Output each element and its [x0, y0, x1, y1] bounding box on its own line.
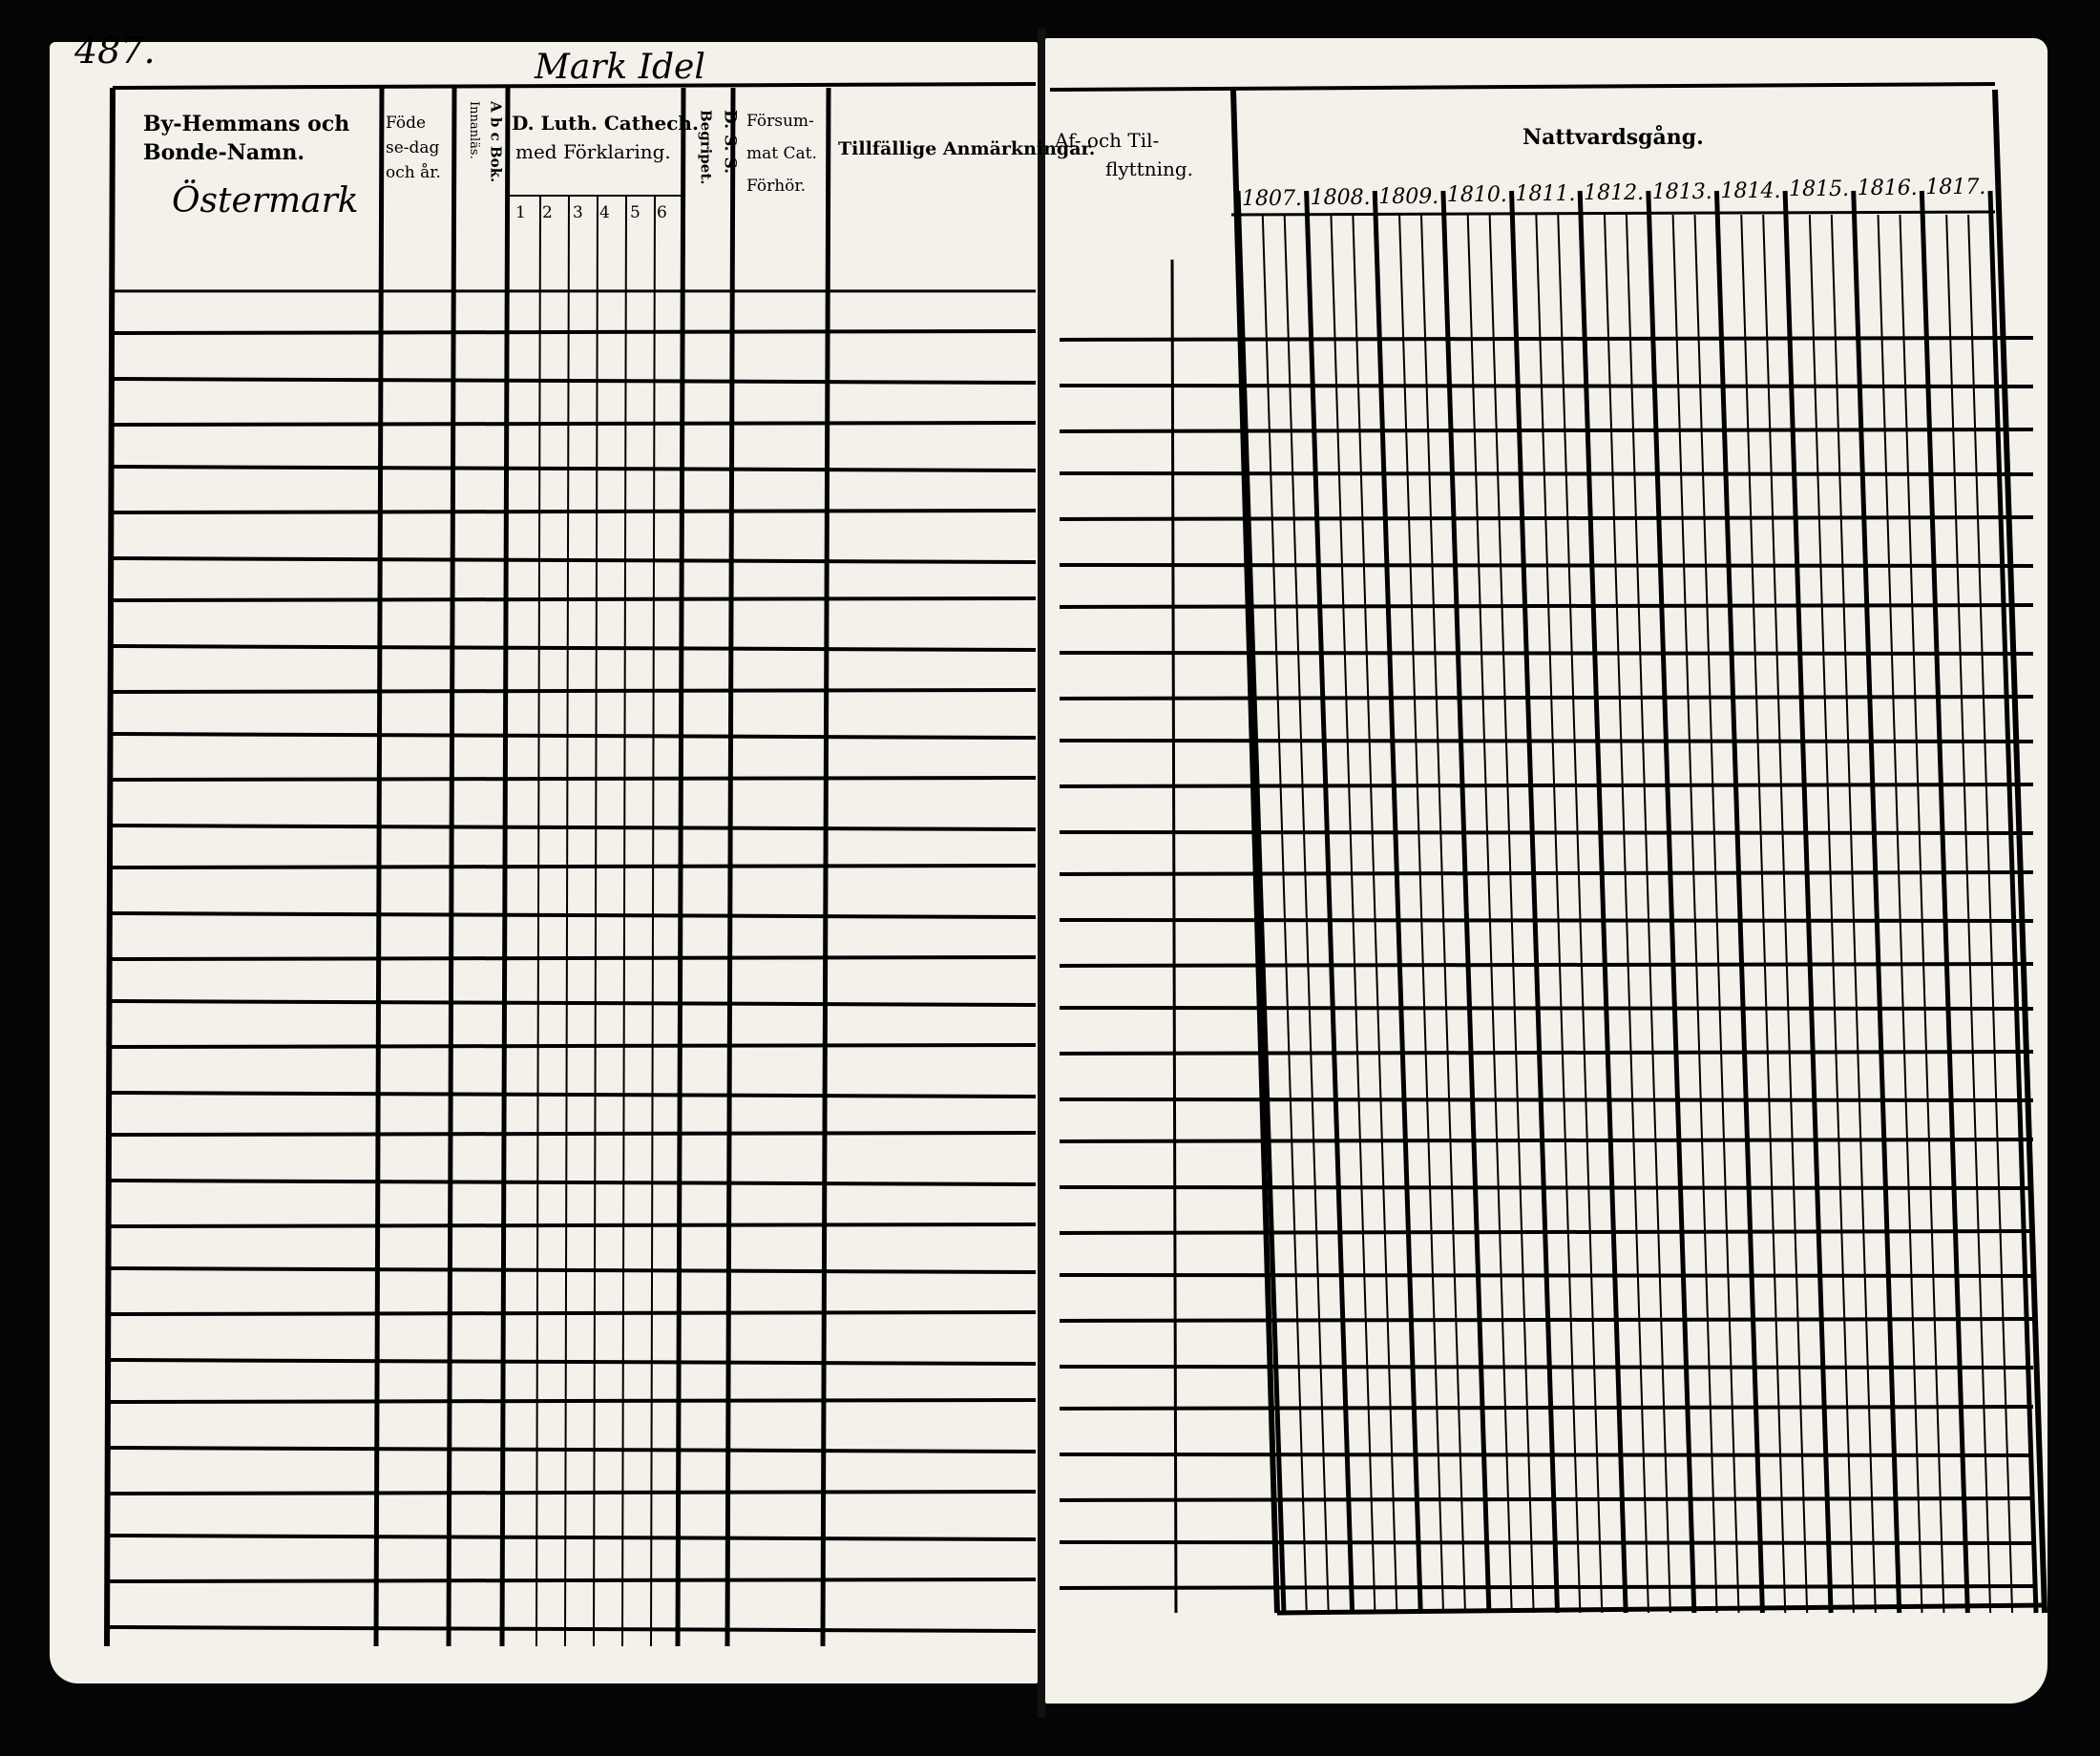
year-sub-rule: [1810, 215, 1854, 1613]
year-label: 1809.: [1378, 184, 1439, 209]
ledger-row-rule: [1060, 1052, 2033, 1054]
catechism-number: 5: [630, 203, 640, 222]
birth-column-header-line2: se-dag: [386, 138, 440, 157]
year-sub-rule: [1832, 215, 1876, 1613]
ledger-row-rule: [109, 379, 1036, 383]
ledger-row-rule: [109, 1045, 1036, 1047]
year-sub-rule: [1673, 215, 1717, 1613]
year-column-rule: [1580, 191, 1626, 1613]
year-sub-rule: [1353, 215, 1396, 1613]
ledger-row-rule: [109, 646, 1036, 650]
ledger-row-rule: [1060, 653, 2033, 654]
ledger-row-rule: [1060, 1319, 2033, 1321]
ledger-row-rule: [1060, 1367, 2033, 1368]
ledger-row-rule: [109, 1133, 1036, 1135]
catechism-number: 2: [542, 203, 553, 222]
year-label: 1807.: [1242, 187, 1302, 211]
ledger-row-rule: [109, 734, 1036, 738]
ledger-row-rule: [1060, 784, 2033, 786]
year-column-rule: [1238, 191, 1284, 1613]
sub-column-rule: [651, 196, 655, 1646]
year-column-rule: [1512, 191, 1558, 1613]
year-sub-rule: [1536, 215, 1580, 1613]
ledger-row-rule: [109, 511, 1036, 512]
page-number: 487.: [74, 30, 156, 72]
ledger-row-rule: [1060, 517, 2033, 519]
year-label: 1811.: [1515, 182, 1576, 207]
village-column-header-line2: Bonde-Namn.: [143, 140, 305, 165]
moving-column-header-line2: flyttning.: [1105, 157, 1194, 180]
sub-column-rule: [536, 196, 540, 1646]
sub-column-rule: [594, 196, 598, 1646]
ledger-row-rule: [109, 866, 1036, 868]
year-sub-rule: [1605, 215, 1648, 1613]
ledger-row-rule: [1060, 1231, 2033, 1233]
missed-exam-column-header-line1: Försum-: [746, 112, 814, 131]
ledger-row-rule: [109, 1579, 1036, 1581]
right-border-rule: [1995, 90, 2045, 1613]
ledger-row-rule: [1060, 1139, 2033, 1141]
ledger-row-rule: [109, 1224, 1036, 1226]
year-column-rule: [1307, 191, 1353, 1613]
communion-column-header: Nattvardsgång.: [1522, 125, 1704, 150]
birth-column-header-line1: Föde: [386, 114, 427, 133]
ledger-row-rule: [1060, 1454, 2033, 1455]
birth-column-header-line3: och år.: [386, 163, 441, 182]
ledger-row-rule: [109, 1312, 1036, 1314]
village-entry: Östermark: [172, 181, 359, 220]
year-column-rule: [1375, 191, 1420, 1613]
ledger-row-rule: [109, 598, 1036, 600]
ds-column-header: D. S. S.: [720, 110, 740, 175]
ledger-row-rule: [1060, 1008, 2033, 1009]
ledger-row-rule: [109, 1268, 1036, 1272]
ledger-row-rule: [109, 1360, 1036, 1364]
year-sub-rule: [1627, 215, 1670, 1613]
catechism-number: 3: [573, 203, 583, 222]
ledger-row-rule: [109, 1536, 1036, 1539]
abc-column-header: A b c Bok.: [487, 101, 505, 183]
ledger-row-rule: [1060, 1498, 2033, 1500]
catechism-number: 1: [515, 203, 526, 222]
ledger-row-rule: [109, 1181, 1036, 1184]
ledger-row-rule: [109, 467, 1036, 470]
ledger-row-rule: [1060, 697, 2033, 699]
year-row-rule: [1231, 212, 1995, 215]
ledger-row-rule: [1060, 1275, 2033, 1276]
sub-column-rule: [565, 196, 569, 1646]
year-label: 1816.: [1857, 177, 1918, 201]
ledger-row-rule: [109, 1001, 1036, 1005]
year-label: 1815.: [1789, 178, 1850, 202]
ledger-row-rule: [1060, 565, 2033, 566]
begrip-column-header: Begripet.: [697, 110, 715, 185]
parish-heading: Mark Idel: [535, 48, 705, 87]
abc-column-header-sub: Innanläs.: [466, 101, 481, 159]
year-column-rule: [1922, 191, 1967, 1613]
missed-exam-column-header-line2: mat Cat.: [746, 144, 817, 163]
village-column-header-line1: By-Hemmans och: [143, 112, 350, 136]
ledger-row-rule: [109, 957, 1036, 959]
sub-column-rule: [622, 196, 626, 1646]
year-column-rule: [1990, 191, 2036, 1613]
year-sub-rule: [1421, 215, 1465, 1613]
ledger-row-rule: [1060, 872, 2033, 874]
year-column-rule: [1716, 191, 1762, 1613]
ledger-row-rule: [109, 690, 1036, 692]
year-sub-rule: [1879, 215, 1922, 1613]
year-label: 1808.: [1310, 185, 1371, 210]
year-sub-rule: [1285, 215, 1329, 1613]
year-sub-rule: [1331, 215, 1375, 1613]
ledger-row-rule: [109, 826, 1036, 829]
year-column-rule: [1785, 191, 1831, 1613]
year-sub-rule: [1558, 215, 1602, 1613]
ledger-row-rule: [109, 331, 1036, 333]
ledger-row-rule: [1060, 741, 2033, 742]
ledger-row-rule: [109, 778, 1036, 780]
missed-exam-column-header-line3: Förhör.: [746, 177, 807, 196]
ledger-row-rule: [109, 1093, 1036, 1097]
ledger-row-rule: [1060, 338, 2033, 340]
ledger-row-rule: [109, 1492, 1036, 1494]
year-label: 1813.: [1651, 179, 1712, 204]
year-label: 1817.: [1925, 176, 1986, 199]
table-top-rule: [1050, 84, 1995, 90]
ledger-row-rule: [1060, 1187, 2033, 1188]
ledger-row-rule: [1060, 832, 2033, 833]
year-label: 1814.: [1720, 178, 1781, 203]
ledger-row-rule: [109, 1627, 1036, 1631]
year-sub-rule: [1946, 215, 1990, 1613]
year-sub-rule: [1490, 215, 1534, 1613]
ledger-row-rule: [109, 913, 1036, 917]
ledger-row-rule: [109, 558, 1036, 562]
ledger-row-rule: [1060, 473, 2033, 474]
table-bottom-rule: [1277, 1605, 2045, 1613]
ledger-row-rule: [109, 1448, 1036, 1452]
ledger-row-rule: [109, 1400, 1036, 1402]
remarks-column-header: Tillfällige Anmärkningar.: [838, 138, 1096, 159]
year-column-rule: [1443, 191, 1489, 1613]
ledger-row-rule: [1060, 429, 2033, 431]
year-column-rule: [1854, 191, 1900, 1613]
year-label: 1810.: [1446, 183, 1507, 208]
ledger-row-rule: [1060, 1099, 2033, 1100]
ledger-row-rule: [1060, 920, 2033, 921]
year-column-rule: [1648, 191, 1694, 1613]
year-sub-rule: [1695, 215, 1739, 1613]
ledger-row-rule: [1060, 964, 2033, 966]
ledger-row-rule: [109, 423, 1036, 425]
moving-column-header-line1: Af- och Til-: [1055, 129, 1160, 152]
catechism-number: 4: [599, 203, 610, 222]
ledger-row-rule: [1060, 1407, 2033, 1409]
year-sub-rule: [1741, 215, 1785, 1613]
year-sub-rule: [1900, 215, 1943, 1613]
ledger-row-rule: [1060, 386, 2033, 387]
year-sub-rule: [1468, 215, 1512, 1613]
ledger-row-rule: [1060, 1542, 2033, 1543]
catechism-number: 6: [657, 203, 667, 222]
catechism-column-header-line2: med Förklaring.: [515, 140, 671, 163]
ledger-row-rule: [1060, 1586, 2033, 1588]
year-sub-rule: [1399, 215, 1443, 1613]
year-sub-rule: [1763, 215, 1807, 1613]
year-label: 1812.: [1584, 181, 1645, 205]
catechism-column-header-line1: D. Luth. Cathech.: [512, 112, 699, 135]
ledger-row-rule: [1060, 605, 2033, 607]
